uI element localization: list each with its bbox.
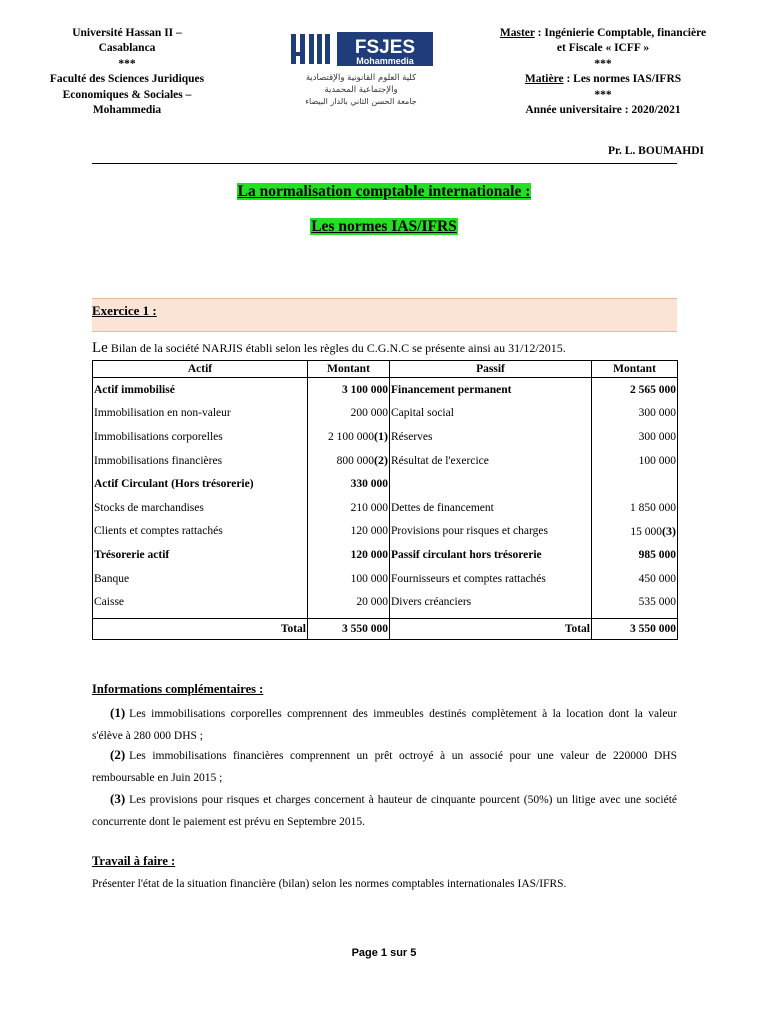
matiere-line	[498, 72, 708, 87]
actif-amount: 2 100 000	[328, 431, 374, 444]
actif-label: Actif Circulant (Hors trésorerie)	[93, 472, 308, 496]
actif-label: Actif immobilisé	[93, 378, 308, 402]
separator-stars: ***	[118, 57, 136, 70]
passif-amount-cell	[592, 449, 678, 473]
passif-label	[390, 472, 592, 496]
actif-label: Immobilisations financières	[93, 449, 308, 473]
passif-amount-cell	[592, 425, 678, 449]
actif-amount: 210 000	[350, 501, 388, 514]
table-body	[93, 378, 678, 614]
passif-amount-cell	[592, 472, 678, 496]
table-row	[93, 425, 678, 449]
total-label-right: Total	[390, 618, 592, 639]
exercise-title: Exercice 1 :	[92, 303, 157, 318]
university-line: Université Hassan II –	[72, 27, 182, 39]
passif-label: Provisions pour risques et charges	[390, 520, 592, 544]
header-passif: Passif	[390, 361, 592, 378]
passif-label: Financement permanent	[390, 378, 592, 402]
actif-amount: 120 000	[350, 548, 388, 561]
main-title	[0, 183, 768, 201]
passif-label: Résultat de l'exercice	[390, 449, 592, 473]
actif-label: Stocks de marchandises	[93, 496, 308, 520]
table-row	[93, 590, 678, 614]
logo-arabic-2: والإجتماعية المحمدية	[324, 85, 398, 95]
intro-first-word: Le	[92, 340, 108, 356]
passif-amount-cell	[592, 543, 678, 567]
main-title-text: La normalisation comptable internationale :	[237, 183, 531, 200]
actif-amount: 20 000	[356, 596, 388, 609]
table-total-row	[93, 618, 678, 639]
page-number: Page 1 sur 5	[351, 947, 417, 959]
master-value: : Ingénierie Comptable, financière et Fiscale « ICFF »	[534, 27, 707, 55]
header-actif: Actif	[93, 361, 308, 378]
actif-label: Immobilisations corporelles	[93, 425, 308, 449]
actif-amount-cell	[308, 590, 390, 614]
work-text: Présenter l'état de la situation financière (bilan) selon les normes comptables internationales IAS/IFRS.	[92, 878, 567, 890]
header-montant-passif: Montant	[592, 361, 678, 378]
passif-amount-cell	[592, 378, 678, 402]
master-line	[498, 26, 708, 57]
exercise-banner	[92, 298, 677, 332]
sub-title	[0, 218, 768, 236]
info-text-3: Les provisions pour risques et charges concernent à hauteur de cinquante pourcent (50%) un litige avec une société concurrente dont le paiement est prévu en Septembre 2015.	[92, 794, 677, 828]
faculty-line: Mohammedia	[92, 104, 162, 117]
info-ref-2: (2)	[110, 747, 126, 762]
exercise-intro	[92, 340, 566, 357]
professor-name: Pr. L. BOUMAHDI	[607, 145, 704, 157]
passif-amount: 535 000	[638, 596, 676, 609]
info-item-1	[92, 702, 677, 747]
passif-label: Capital social	[390, 402, 592, 426]
table-row	[93, 543, 678, 567]
actif-amount: 120 000	[350, 525, 388, 538]
passif-label: Passif circulant hors trésorerie	[390, 543, 592, 567]
passif-amount: 100 000	[638, 454, 676, 467]
faculty-line: Faculté des Sciences Juridiques	[49, 73, 205, 86]
info-text-2: Les immobilisations financières comprennent un prêt octroyé à un associé pour une valeur de 220000 DHS remboursable en Juin 2015 ;	[92, 750, 677, 784]
university-block	[22, 26, 232, 118]
table-row	[93, 567, 678, 591]
actif-amount: 330 000	[350, 478, 388, 491]
logo-graphic	[287, 30, 435, 112]
total-label-left: Total	[93, 618, 308, 639]
actif-amount-cell	[308, 449, 390, 473]
info-ref-3: (3)	[110, 791, 126, 806]
master-label: Master	[499, 27, 535, 39]
actif-amount: 800 000	[336, 455, 374, 468]
table-row	[93, 520, 678, 544]
passif-label: Dettes de financement	[390, 496, 592, 520]
passif-label: Réserves	[390, 425, 592, 449]
actif-amount-cell	[308, 520, 390, 544]
header-montant-actif: Montant	[308, 361, 390, 378]
passif-amount: 450 000	[638, 572, 676, 585]
matiere-label: Matière	[524, 73, 564, 86]
academic-year: Année universitaire : 2020/2021	[525, 104, 681, 117]
table-row	[93, 402, 678, 426]
course-block	[498, 26, 708, 118]
logo-arabic-1: كلية العلوم القانونية والإقتصادية	[305, 73, 417, 83]
passif-amount: 1 850 000	[630, 501, 676, 514]
table-row	[93, 449, 678, 473]
logo-city: Mohammedia	[356, 56, 414, 66]
header-divider	[92, 163, 677, 164]
info-item-2	[92, 744, 677, 789]
actif-label: Clients et comptes rattachés	[93, 520, 308, 544]
passif-amount-cell	[592, 496, 678, 520]
work-title: Travail à faire :	[92, 854, 176, 868]
passif-amount-cell	[592, 520, 678, 544]
info-ref-1: (1)	[110, 705, 126, 720]
actif-label: Banque	[93, 567, 308, 591]
logo-arabic-3: جامعة الحسن الثاني بالدار البيضاء	[305, 97, 417, 106]
passif-label: Fournisseurs et comptes rattachés	[390, 567, 592, 591]
passif-amount-cell	[592, 402, 678, 426]
info-title: Informations complémentaires :	[92, 682, 264, 696]
table-header-row	[93, 361, 678, 378]
actif-label: Trésorerie actif	[93, 543, 308, 567]
passif-amount: 300 000	[638, 407, 676, 420]
actif-amount-cell	[308, 496, 390, 520]
table-row	[93, 496, 678, 520]
actif-amount-cell	[308, 402, 390, 426]
passif-amount-cell	[592, 567, 678, 591]
actif-amount: 100 000	[350, 572, 388, 585]
actif-amount-cell	[308, 567, 390, 591]
sub-title-text: Les normes IAS/IFRS	[311, 218, 457, 235]
fsjes-logo	[287, 30, 435, 112]
actif-amount-cell	[308, 472, 390, 496]
passif-label: Divers créanciers	[390, 590, 592, 614]
actif-label: Immobilisation en non-valeur	[93, 402, 308, 426]
faculty-line: Economiques & Sociales –	[62, 88, 192, 101]
matiere-value: : Les normes IAS/IFRS	[563, 73, 682, 86]
footnote-ref: (3)	[662, 523, 676, 538]
university-line: Casablanca	[98, 42, 156, 55]
passif-amount: 300 000	[638, 430, 676, 443]
actif-amount: 3 100 000	[342, 383, 388, 396]
actif-amount: 200 000	[350, 407, 388, 420]
actif-amount-cell	[308, 425, 390, 449]
actif-amount-cell	[308, 543, 390, 567]
passif-amount-cell	[592, 590, 678, 614]
separator-stars: ***	[594, 88, 612, 101]
total-passif: 3 550 000	[592, 618, 678, 639]
intro-text: Bilan de la société NARJIS établi selon les règles du C.G.N.C se présente ainsi au 31/12/2015.	[107, 341, 566, 355]
info-text-1: Les immobilisations corporelles comprennent des immeubles destinés complètement à la location dont la valeur s'élève à 280 000 DHS ;	[92, 708, 677, 742]
table-row	[93, 378, 678, 402]
actif-amount-cell	[308, 378, 390, 402]
passif-amount: 985 000	[638, 548, 676, 561]
footnote-ref: (1)	[374, 429, 388, 444]
separator-stars: ***	[594, 57, 612, 70]
table-row	[93, 472, 678, 496]
info-item-3	[92, 788, 677, 833]
footnote-ref: (2)	[374, 453, 388, 468]
actif-label: Caisse	[93, 590, 308, 614]
passif-amount: 2 565 000	[630, 383, 676, 396]
total-actif: 3 550 000	[308, 618, 390, 639]
passif-amount: 15 000	[630, 525, 662, 538]
balance-sheet-table	[92, 360, 678, 640]
logo-acronym: FSJES	[354, 37, 416, 58]
